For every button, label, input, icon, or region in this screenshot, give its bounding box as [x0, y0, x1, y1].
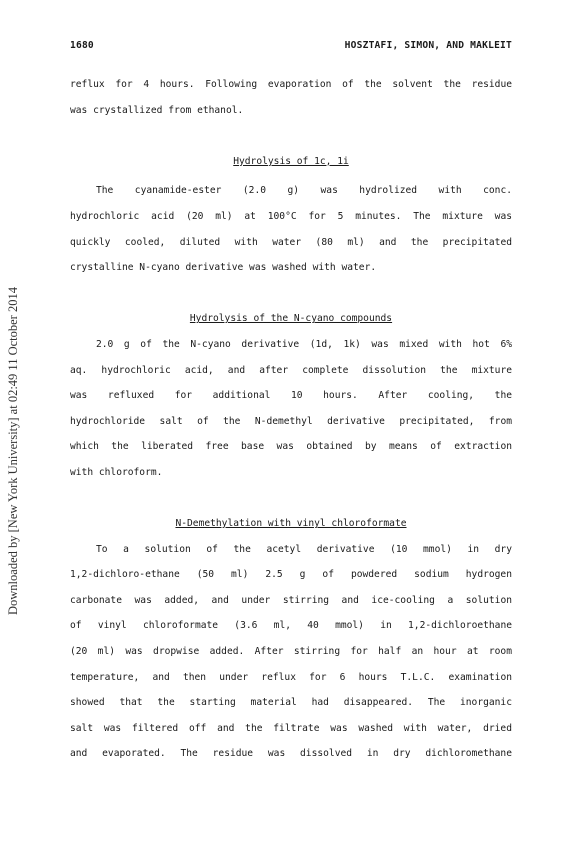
text-line: which the liberated free base was obtained by means of extraction — [70, 441, 512, 453]
section-heading: Hydrolysis of 1c, 1i — [233, 155, 349, 167]
text-line: and evaporated. The residue was dissolved in dry dichloromethane — [70, 748, 512, 760]
text-line: 1,2-dichloro-ethane (50 ml) 2.5 g of powdered sodium hydrogen — [70, 569, 512, 581]
section-hydrolysis-n-cyano — [70, 306, 512, 485]
text-line: hydrochloric acid (20 ml) at 100°C for 5 minutes. The mixture was — [70, 210, 512, 222]
running-header — [70, 40, 512, 58]
text-line: with chloroform. — [70, 466, 163, 478]
section-n-demethylation — [70, 511, 512, 767]
text-line: of vinyl chloroformate (3.6 ml, 40 mmol) in 1,2-dichloroethane — [70, 620, 512, 632]
section-hydrolysis-1c-1i — [70, 149, 512, 281]
page-number: 1680 — [70, 40, 94, 51]
document-page — [70, 40, 512, 767]
download-watermark-text: Downloaded by [New York University] at 02:49 11 October 2014 — [6, 287, 20, 615]
text-line: 2.0 g of the N-cyano derivative (1d, 1k) was mixed with hot 6% — [96, 338, 512, 350]
text-line: temperature, and then under reflux for 6 hours T.L.C. examination — [70, 671, 512, 683]
text-line: salt was filtered off and the filtrate was washed with water, dried — [70, 722, 512, 734]
text-line: was refluxed for additional 10 hours. After cooling, the — [70, 390, 512, 402]
running-header-authors: HOSZTAFI, SIMON, AND MAKLEIT — [344, 40, 512, 51]
text-line: aq. hydrochloric acid, and after complete dissolution the mixture — [70, 364, 512, 376]
section-heading: Hydrolysis of the N-cyano compounds — [189, 313, 393, 325]
text-line: (20 ml) was dropwise added. After stirring for half an hour at room — [70, 646, 512, 658]
text-line: crystalline N-cyano derivative was washed with water. — [70, 262, 377, 274]
text-line: hydrochloride salt of the N-demethyl derivative precipitated, from — [70, 415, 512, 427]
download-watermark — [6, 255, 20, 615]
text-line: To a solution of the acetyl derivative (10 mmol) in dry — [96, 543, 512, 555]
text-line: showed that the starting material had disappeared. The inorganic — [70, 697, 512, 709]
section-heading: N-Demethylation with vinyl chloroformate — [175, 518, 407, 530]
text-line: quickly cooled, diluted with water (80 ml) and the precipitated — [70, 236, 512, 248]
intro-paragraph — [70, 72, 512, 123]
text-line: was crystallized from ethanol. — [70, 104, 244, 116]
text-line: carbonate was added, and under stirring and ice-cooling a solution — [70, 594, 512, 606]
text-line: reflux for 4 hours. Following evaporation of the solvent the residue — [70, 79, 512, 90]
text-line: The cyanamide-ester (2.0 g) was hydrolized with conc. — [96, 185, 512, 197]
